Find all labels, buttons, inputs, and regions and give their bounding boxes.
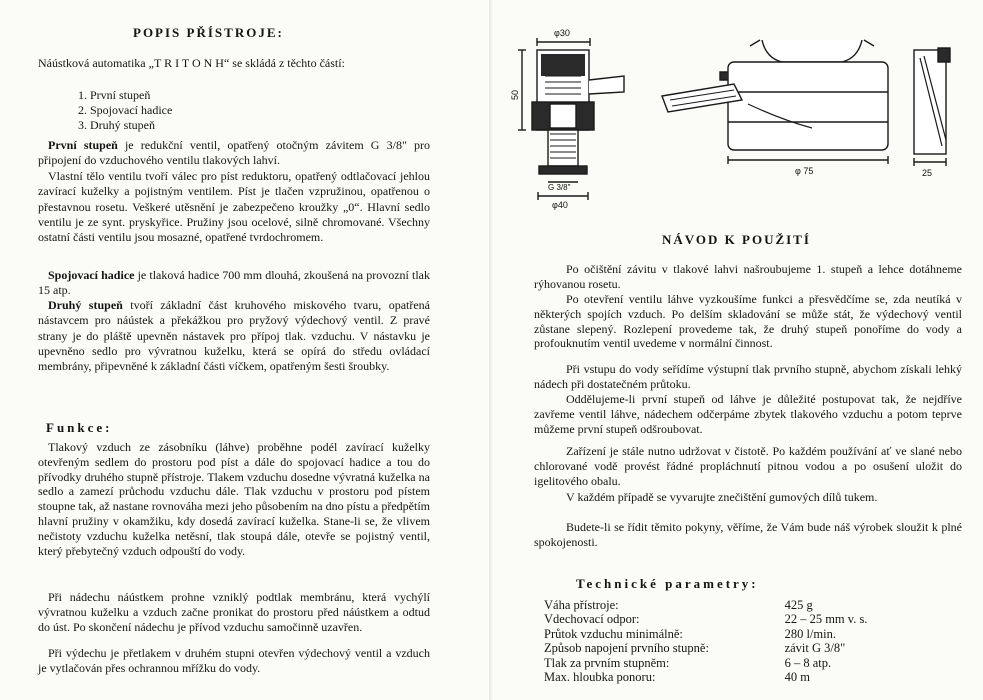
param-value: 40 m <box>784 670 810 685</box>
first-stage-section-drawing <box>518 38 624 200</box>
dim-30-label: φ30 <box>554 28 570 38</box>
table-row <box>544 598 894 612</box>
table-row <box>544 612 894 626</box>
parts-list <box>78 88 172 132</box>
dim-75-label: φ 75 <box>795 166 814 176</box>
second-stage-paragraph <box>38 298 430 374</box>
function-heading: Funkce: <box>46 420 113 435</box>
parts-list-item: 1. První stupeň <box>78 88 151 102</box>
param-value: 425 g <box>784 598 813 612</box>
hose-paragraph <box>38 268 430 299</box>
param-value: 6 – 8 atp. <box>784 655 832 670</box>
table-row <box>544 670 894 684</box>
param-label: Váha přístroje: <box>544 598 619 612</box>
parts-list-item: 2. Spojovací hadice <box>78 102 173 117</box>
description-heading: POPIS PŘÍSTROJE: <box>133 25 284 40</box>
tech-params-heading: Technické parametry: <box>576 576 759 591</box>
table-row <box>544 627 894 641</box>
first-stage-paragraph <box>38 138 430 169</box>
param-label: Průtok vzduchu minimálně: <box>544 626 683 641</box>
instructions-paragraph-2: Po otevření ventilu láhve vyzkoušíme funkci a přesvědčíme se, zda neutíká v některých spojích vzduch. Po delším skladování se může stát, že výdechový ventil zůstane slepený. Rozlepení provedeme tak, že druhý stupeň ponoříme do vody a profouknutím ventil uvedeme v normální činnost. <box>534 292 962 351</box>
instructions-paragraph-4: Oddělujeme-li první stupeň od láhve je důležité postupovat tak, že nejdříve zavřeme ventil láhve, nádechem odčerpáme zbytek tlakového vzduchu a potom teprve můžeme první stupeň odšroubovat. <box>534 392 962 436</box>
function-paragraph-3: Při výdechu je přetlakem v druhém stupni otevřen výdechový ventil a vzduch je vytlačován přes ochrannou mřížku do vody. <box>38 646 430 675</box>
second-stage-drawing <box>662 40 888 164</box>
param-value: 280 l/min. <box>784 626 836 641</box>
param-label: Vdechovací odpor: <box>544 612 640 627</box>
instructions-paragraph-6: V každém případě se vyvarujte znečištění gumových dílů tukem. <box>566 490 878 504</box>
body-paragraph: Vlastní tělo ventilu tvoří válec pro píst reduktoru, opatřený odtlačovací jehlou zavírací kuželky a pojistným ventilem. Píst je tlačen vzpružinou, opatřenou o přestavnou rosetu. Veškeré utěsnění je zabezpečeno kroužky „0“. Hlavní sedlo ventilu je ze synt. pryskyřice. Pružiny jsou ocelové, silně chromované. Všechny ostatní části ventilu jsou mosazné, opatřené tvrdochromem. <box>38 169 430 245</box>
right-page <box>492 0 983 700</box>
hose-term: Spojovací hadice <box>48 268 135 282</box>
table-row <box>544 656 894 670</box>
param-label: Max. hloubka ponoru: <box>544 670 656 685</box>
instructions-paragraph-1: Po očištění závitu v tlakové lahvi našroubujeme 1. stupeň a lehce dotáhneme rýhovanou rosetu. <box>534 262 962 291</box>
parts-list-item: 3. Druhý stupeň <box>78 117 155 132</box>
intro-paragraph: Náústková automatika „T R I T O N H“ se skládá z těchto částí: <box>38 56 345 70</box>
instructions-paragraph-5: Zařízení je stále nutno udržovat v čistotě. Po každém používání ať ve slané nebo chlorované vodě provést řádné propláchnutí pitnou vodou a po osušení uložit do igelitového obalu. <box>534 444 962 488</box>
left-page <box>0 0 490 700</box>
technical-drawing <box>512 10 982 210</box>
instructions-paragraph-7: Budete-li se řídit těmito pokyny, věříme, že Vám bude náš výrobek sloužit k plné spokojenosti. <box>534 520 962 549</box>
dim-g38-label: G 3/8" <box>548 183 571 192</box>
param-label: Způsob napojení prvního stupně: <box>544 641 709 656</box>
hose-text: je tlaková hadice 700 mm dlouhá, zkoušená na provozní tlak 15 atp. <box>38 268 430 298</box>
first-stage-term: První stupeň <box>48 138 118 152</box>
param-label: Tlak za prvním stupněm: <box>544 655 670 670</box>
function-paragraph-2: Při nádechu náústkem prohne vzniklý podtlak membránu, která vychýlí vývratnou kuželku a vzduch začne pronikat do prostoru před náústkem a odtud do úst. Po skončení nádechu je přívod vzduchu samočinně uzavřen. <box>38 590 430 634</box>
first-stage-text: je redukční ventil, opatřený otočným závitem G 3/8" pro připojení do vzduchového ventilu tlakových lahví. <box>38 138 430 168</box>
second-stage-term: Druhý stupeň <box>48 298 123 312</box>
instructions-paragraph-3: Při vstupu do vody seřídíme výstupní tlak prvního stupně, abychom získali lehký nádech při dostatečném průtoku. <box>534 362 962 391</box>
side-view-drawing <box>914 48 950 166</box>
dim-40-label: φ40 <box>552 200 568 210</box>
param-value: závit G 3/8" <box>784 641 846 656</box>
tech-params-table <box>544 598 894 684</box>
instructions-heading: NÁVOD K POUŽITÍ <box>662 232 811 247</box>
dim-50-label: 50 <box>510 89 520 100</box>
table-row <box>544 641 894 655</box>
second-stage-text: tvoří základní část kruhového miskového tvaru, opatřená nástavcem pro náústek a překážkou pro pryžový výdechový ventil. Z pravé strany je do pláště upevněn nástavek pro přípoj tlak. vzduchu. V nástavku je upevněno sedlo pro vývratnou kuželku, která se opírá do středu ovládací membrány, připevněné k základní části víčkem, opatřeným šesti šroubky. <box>38 298 430 374</box>
param-value: 22 – 25 mm v. s. <box>784 612 868 627</box>
dim-25-label: 25 <box>922 168 933 178</box>
function-paragraph-1: Tlakový vzduch ze zásobníku (láhve) proběhne podél zavírací kuželky otevřeným sedlem do prostoru pod píst a dále do spojovací hadice a tou do přívodky druhého stupně přístroje. Tlakem vzduchu dosedne vývratná kuželka na sedlo a zamezí průchodu vzduchu dále. Tlak vzduchu v prostoru pod pístem stoupne tak, až nastane rovnováha mezi jeho působením na dno pístu a předpětím hlavní pružiny v okamžiku, kdy dosedá zavírací kuželka. Stane-li se, že vlivem nečistoty vzduchu kuželka netěsní, tlak stoupá dále, otevře se pojistný ventil, který přebytečný vzduch odpouští do vody. <box>38 440 430 558</box>
